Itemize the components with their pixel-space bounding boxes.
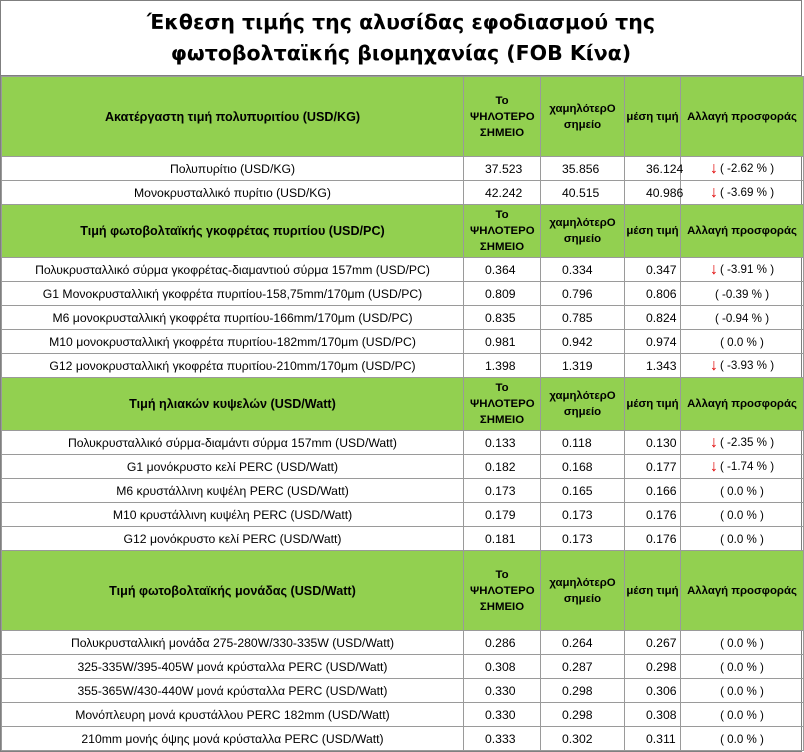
avg-price-cell: 36.124	[625, 157, 681, 181]
change-cell	[681, 527, 804, 551]
column-header-low: χαμηλότερΟ σημείο	[541, 77, 625, 157]
change-value: ( -1.74 % )	[719, 459, 775, 473]
low-price-cell: 0.287	[541, 655, 625, 679]
high-price-cell: 0.809	[464, 282, 541, 306]
column-header-avg: μέση τιμή	[625, 77, 681, 157]
change-value: ( -3.93 % )	[719, 358, 775, 372]
avg-price-cell: 0.177	[625, 455, 681, 479]
low-price-cell: 1.319	[541, 354, 625, 378]
section-header-row	[2, 205, 804, 258]
high-price-cell: 42.242	[464, 181, 541, 205]
table-row	[2, 258, 804, 282]
change-value: ( -0.94 % )	[714, 311, 770, 325]
section-header-row	[2, 378, 804, 431]
product-name-cell: 210mm μονής όψης μονά κρύσταλλα PERC (USD/Watt)	[2, 727, 464, 751]
table-row	[2, 282, 804, 306]
product-name-cell: G12 μονόκρυστο κελί PERC (USD/Watt)	[2, 527, 464, 551]
change-value: ( -3.91 % )	[719, 262, 775, 276]
report-title-line2: φωτοβολταϊκής βιομηχανίας (FOB Κίνα)	[170, 41, 632, 65]
low-price-cell: 0.302	[541, 727, 625, 751]
change-cell	[681, 679, 804, 703]
change-value: ( 0.0 % )	[720, 508, 764, 522]
down-arrow-icon: ↓	[709, 260, 718, 278]
column-header-avg: μέση τιμή	[625, 378, 681, 431]
high-price-cell: 0.330	[464, 679, 541, 703]
column-header-change: Αλλαγή προσφοράς	[681, 77, 804, 157]
change-cell	[681, 282, 804, 306]
column-header-low: χαμηλότερΟ σημείο	[541, 378, 625, 431]
high-price-cell: 37.523	[464, 157, 541, 181]
avg-price-cell: 0.347	[625, 258, 681, 282]
change-value: ( 0.0 % )	[720, 636, 764, 650]
avg-price-cell: 0.806	[625, 282, 681, 306]
change-value: ( 0.0 % )	[720, 532, 764, 546]
down-arrow-icon: ↓	[709, 356, 718, 374]
table-row	[2, 354, 804, 378]
change-cell	[681, 631, 804, 655]
change-value: ( 0.0 % )	[720, 335, 764, 349]
table-row	[2, 455, 804, 479]
table-row	[2, 631, 804, 655]
report-title-line1: Έκθεση τιμής της αλυσίδας εφοδιασμού της	[146, 10, 656, 34]
change-cell	[681, 655, 804, 679]
column-header-low: χαμηλότερΟ σημείο	[541, 551, 625, 631]
column-header-high: Το ΨΗΛΟΤΕΡΟ ΣΗΜΕΙΟ	[464, 378, 541, 431]
low-price-cell: 40.515	[541, 181, 625, 205]
table-row	[2, 181, 804, 205]
section-header-row	[2, 551, 804, 631]
change-value: ( -2.35 % )	[719, 435, 775, 449]
table-row	[2, 679, 804, 703]
change-cell	[681, 354, 804, 378]
table-row	[2, 503, 804, 527]
low-price-cell: 35.856	[541, 157, 625, 181]
product-name-cell: M6 μονοκρυσταλλική γκοφρέτα πυριτίου-166mm/170μm (USD/PC)	[2, 306, 464, 330]
change-value: ( 0.0 % )	[720, 732, 764, 746]
avg-price-cell: 0.311	[625, 727, 681, 751]
product-name-cell: G1 μονόκρυστο κελί PERC (USD/Watt)	[2, 455, 464, 479]
report-title	[1, 1, 801, 76]
avg-price-cell: 0.824	[625, 306, 681, 330]
high-price-cell: 0.181	[464, 527, 541, 551]
avg-price-cell: 0.974	[625, 330, 681, 354]
column-header-change: Αλλαγή προσφοράς	[681, 551, 804, 631]
high-price-cell: 0.133	[464, 431, 541, 455]
change-value: ( 0.0 % )	[720, 484, 764, 498]
avg-price-cell: 0.267	[625, 631, 681, 655]
product-name-cell: M10 κρυστάλλινη κυψέλη PERC (USD/Watt)	[2, 503, 464, 527]
avg-price-cell: 0.298	[625, 655, 681, 679]
change-value: ( 0.0 % )	[720, 684, 764, 698]
product-name-cell: Πολυπυρίτιο (USD/KG)	[2, 157, 464, 181]
high-price-cell: 0.308	[464, 655, 541, 679]
change-cell	[681, 727, 804, 751]
avg-price-cell: 0.308	[625, 703, 681, 727]
column-header-low: χαμηλότερΟ σημείο	[541, 205, 625, 258]
column-header-change: Αλλαγή προσφοράς	[681, 378, 804, 431]
column-header-high: Το ΨΗΛΟΤΕΡΟ ΣΗΜΕΙΟ	[464, 551, 541, 631]
section-label: Ακατέργαστη τιμή πολυπυριτίου (USD/KG)	[2, 77, 464, 157]
change-value: ( 0.0 % )	[720, 708, 764, 722]
product-name-cell: G1 Μονοκρυσταλλική γκοφρέτα πυριτίου-158,75mm/170μm (USD/PC)	[2, 282, 464, 306]
product-name-cell: 355-365W/430-440W μονά κρύσταλλα PERC (USD/Watt)	[2, 679, 464, 703]
avg-price-cell: 0.130	[625, 431, 681, 455]
section-label: Τιμή φωτοβολταϊκής μονάδας (USD/Watt)	[2, 551, 464, 631]
low-price-cell: 0.298	[541, 703, 625, 727]
change-cell	[681, 181, 804, 205]
change-cell	[681, 330, 804, 354]
down-arrow-icon: ↓	[709, 159, 718, 177]
high-price-cell: 1.398	[464, 354, 541, 378]
avg-price-cell: 0.176	[625, 503, 681, 527]
table-row	[2, 655, 804, 679]
down-arrow-icon: ↓	[709, 433, 718, 451]
avg-price-cell: 40.986	[625, 181, 681, 205]
down-arrow-icon: ↓	[709, 183, 718, 201]
low-price-cell: 0.118	[541, 431, 625, 455]
section-label: Τιμή ηλιακών κυψελών (USD/Watt)	[2, 378, 464, 431]
table-row	[2, 306, 804, 330]
change-cell	[681, 157, 804, 181]
product-name-cell: Πολυκρυσταλλικό σύρμα γκοφρέτας-διαμαντιού σύρμα 157mm (USD/PC)	[2, 258, 464, 282]
change-cell	[681, 258, 804, 282]
high-price-cell: 0.835	[464, 306, 541, 330]
high-price-cell: 0.179	[464, 503, 541, 527]
high-price-cell: 0.173	[464, 479, 541, 503]
product-name-cell: Πολυκρυσταλλική μονάδα 275-280W/330-335W (USD/Watt)	[2, 631, 464, 655]
product-name-cell: Πολυκρυσταλλικό σύρμα-διαμάντι σύρμα 157mm (USD/Watt)	[2, 431, 464, 455]
high-price-cell: 0.330	[464, 703, 541, 727]
avg-price-cell: 0.176	[625, 527, 681, 551]
low-price-cell: 0.173	[541, 503, 625, 527]
table-row	[2, 527, 804, 551]
product-name-cell: M10 μονοκρυσταλλική γκοφρέτα πυριτίου-182mm/170μm (USD/PC)	[2, 330, 464, 354]
change-value: ( -3.69 % )	[719, 185, 775, 199]
low-price-cell: 0.168	[541, 455, 625, 479]
avg-price-cell: 0.166	[625, 479, 681, 503]
table-row	[2, 431, 804, 455]
column-header-high: Το ΨΗΛΟΤΕΡΟ ΣΗΜΕΙΟ	[464, 77, 541, 157]
product-name-cell: 325-335W/395-405W μονά κρύσταλλα PERC (USD/Watt)	[2, 655, 464, 679]
low-price-cell: 0.334	[541, 258, 625, 282]
low-price-cell: 0.264	[541, 631, 625, 655]
table-row	[2, 330, 804, 354]
down-arrow-icon: ↓	[709, 457, 718, 475]
column-header-change: Αλλαγή προσφοράς	[681, 205, 804, 258]
avg-price-cell: 0.306	[625, 679, 681, 703]
table-row	[2, 479, 804, 503]
low-price-cell: 0.173	[541, 527, 625, 551]
change-cell	[681, 455, 804, 479]
change-value: ( 0.0 % )	[720, 660, 764, 674]
change-value: ( -2.62 % )	[719, 161, 775, 175]
column-header-high: Το ΨΗΛΟΤΕΡΟ ΣΗΜΕΙΟ	[464, 205, 541, 258]
avg-price-cell: 1.343	[625, 354, 681, 378]
high-price-cell: 0.182	[464, 455, 541, 479]
product-name-cell: M6 κρυστάλλινη κυψέλη PERC (USD/Watt)	[2, 479, 464, 503]
change-value: ( -0.39 % )	[714, 287, 770, 301]
low-price-cell: 0.165	[541, 479, 625, 503]
low-price-cell: 0.298	[541, 679, 625, 703]
high-price-cell: 0.981	[464, 330, 541, 354]
table-row	[2, 727, 804, 751]
change-cell	[681, 306, 804, 330]
high-price-cell: 0.364	[464, 258, 541, 282]
price-table	[1, 76, 804, 751]
high-price-cell: 0.333	[464, 727, 541, 751]
table-row	[2, 703, 804, 727]
product-name-cell: G12 μονοκρυσταλλική γκοφρέτα πυριτίου-210mm/170μm (USD/PC)	[2, 354, 464, 378]
product-name-cell: Μονόπλευρη μονά κρυστάλλου PERC 182mm (USD/Watt)	[2, 703, 464, 727]
change-cell	[681, 503, 804, 527]
section-header-row	[2, 77, 804, 157]
change-cell	[681, 431, 804, 455]
low-price-cell: 0.796	[541, 282, 625, 306]
change-cell	[681, 703, 804, 727]
column-header-avg: μέση τιμή	[625, 205, 681, 258]
section-label: Τιμή φωτοβολταϊκής γκοφρέτας πυριτίου (USD/PC)	[2, 205, 464, 258]
high-price-cell: 0.286	[464, 631, 541, 655]
low-price-cell: 0.785	[541, 306, 625, 330]
low-price-cell: 0.942	[541, 330, 625, 354]
table-row	[2, 157, 804, 181]
product-name-cell: Μονοκρυσταλλικό πυρίτιο (USD/KG)	[2, 181, 464, 205]
change-cell	[681, 479, 804, 503]
column-header-avg: μέση τιμή	[625, 551, 681, 631]
